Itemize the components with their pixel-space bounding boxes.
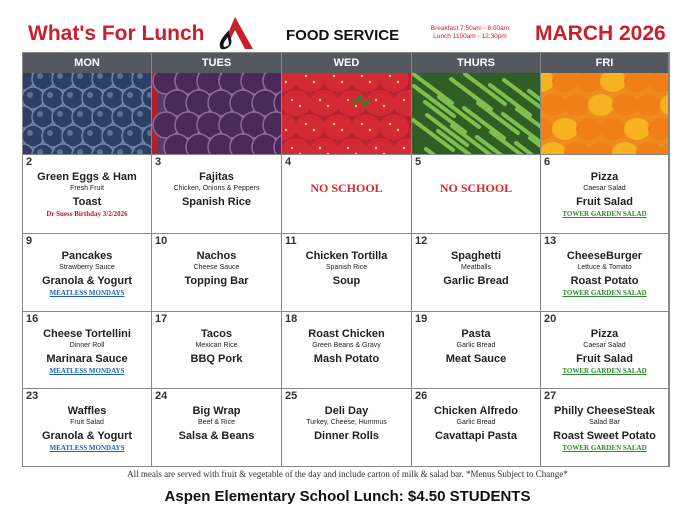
- dish-detail: Dinner Roll: [69, 342, 105, 349]
- calendar-day-3: [152, 154, 282, 233]
- special-note: Dr Suess Birthday 3/2/2026: [46, 210, 128, 218]
- side-dish: Garlic Bread: [443, 275, 509, 287]
- side-dish: Soup: [332, 275, 361, 287]
- day-header-wed: WED: [282, 53, 412, 73]
- footer-price: Aspen Elementary School Lunch: $4.50 STUDENTS: [164, 488, 531, 505]
- special-note: TOWER GARDEN SALAD: [562, 210, 647, 218]
- footer-note: All meals are served with fruit & vegetable of the day and include carton of milk & salad bar. *Menus Subject to Change*: [127, 469, 568, 479]
- calendar-day-27: [541, 388, 669, 466]
- side-dish: Dinner Rolls: [314, 430, 379, 442]
- calendar-day-13: [541, 233, 669, 311]
- calendar-day-23: [23, 388, 152, 466]
- calendar-day-17: [152, 311, 282, 388]
- side-dish: Topping Bar: [184, 275, 249, 287]
- day-number: 25: [285, 390, 298, 402]
- calendar-day-18: [282, 311, 412, 388]
- green-beans-photo: [412, 73, 541, 154]
- day-number: 2: [26, 156, 33, 168]
- day-number: 18: [285, 313, 298, 325]
- special-note: TOWER GARDEN SALAD: [562, 444, 647, 452]
- calendar-day-20: [541, 311, 669, 388]
- calendar-day-25: [282, 388, 412, 466]
- calendar-day-24: [152, 388, 282, 466]
- dish-detail: Mexican Rice: [195, 342, 238, 349]
- day-number: 26: [415, 390, 428, 402]
- dish-detail: Garlic Bread: [456, 419, 496, 426]
- main-dish: Fajitas: [199, 171, 234, 183]
- day-number: 3: [155, 156, 162, 168]
- dish-detail: Green Beans & Gravy: [312, 342, 381, 349]
- special-note: MEATLESS MONDAYS: [49, 444, 125, 452]
- main-dish: CheeseBurger: [566, 250, 643, 262]
- main-dish: Pizza: [590, 171, 619, 183]
- dish-detail: Chicken, Onions & Peppers: [173, 185, 260, 192]
- day-header-thurs: THURS: [412, 53, 541, 73]
- meal-hours: [424, 25, 516, 41]
- day-number: 5: [415, 156, 422, 168]
- dish-detail: Fruit Salad: [70, 419, 104, 426]
- day-number: 10: [155, 235, 168, 247]
- main-dish: Tacos: [201, 328, 232, 340]
- header: [0, 0, 695, 52]
- day-number: 4: [285, 156, 292, 168]
- side-dish: Salsa & Beans: [178, 430, 255, 442]
- dish-detail: Fresh Fruit: [70, 185, 104, 192]
- side-dish: Marinara Sauce: [46, 353, 128, 365]
- calendar-day-12: [412, 233, 541, 311]
- main-dish: Spaghetti: [450, 250, 502, 262]
- main-dish: Pancakes: [61, 250, 113, 262]
- no-school-label: NO SCHOOL: [310, 181, 383, 195]
- side-dish: Meat Sauce: [445, 353, 507, 365]
- food-service-label: FOOD SERVICE: [286, 27, 400, 44]
- day-header-mon: MON: [23, 53, 152, 73]
- strawberries-photo: [282, 73, 412, 154]
- blueberries-photo: [23, 73, 152, 154]
- calendar-day-9: [23, 233, 152, 311]
- main-dish: Cheese Tortellini: [43, 328, 131, 340]
- main-dish: Philly CheeseSteak: [554, 405, 655, 417]
- side-dish: Mash Potato: [313, 353, 380, 365]
- day-header-tues: TUES: [152, 53, 282, 73]
- page-title: What's For Lunch: [28, 22, 205, 45]
- calendar-day-4: [282, 154, 412, 233]
- peppers-photo: [541, 73, 669, 154]
- calendar-day-2: [23, 154, 152, 233]
- day-number: 19: [415, 313, 428, 325]
- day-number: 16: [26, 313, 39, 325]
- calendar-day-6: [541, 154, 669, 233]
- main-dish: Pizza: [590, 328, 619, 340]
- side-dish: Roast Sweet Potato: [553, 430, 656, 442]
- calendar-day-10: [152, 233, 282, 311]
- lunch-hours: Lunch 1100am - 12:30pm: [433, 33, 507, 40]
- calendar-day-19: [412, 311, 541, 388]
- side-dish: Granola & Yogurt: [41, 430, 133, 442]
- dish-detail: Meatballs: [461, 264, 491, 271]
- dish-detail: Caesar Salad: [583, 185, 626, 192]
- special-note: MEATLESS MONDAYS: [49, 367, 125, 375]
- dish-detail: Salad Bar: [589, 419, 620, 426]
- day-number: 12: [415, 235, 428, 247]
- no-school-label: NO SCHOOL: [439, 181, 513, 195]
- main-dish: Chicken Tortilla: [305, 250, 388, 262]
- main-dish: Nachos: [196, 250, 237, 262]
- day-number: 20: [544, 313, 557, 325]
- main-dish: Chicken Alfredo: [434, 405, 518, 417]
- side-dish: BBQ Pork: [190, 353, 243, 365]
- side-dish: Fruit Salad: [576, 353, 633, 365]
- side-dish: Roast Potato: [570, 275, 639, 287]
- dish-detail: Beef & Rice: [198, 419, 235, 426]
- main-dish: Green Eggs & Ham: [37, 171, 137, 183]
- day-number: 9: [26, 235, 33, 247]
- dish-detail: Garlic Bread: [456, 342, 496, 349]
- dish-detail: Caesar Salad: [583, 342, 626, 349]
- main-dish: Waffles: [67, 405, 107, 417]
- main-dish: Deli Day: [324, 405, 369, 417]
- dish-detail: Cheese Sauce: [193, 264, 240, 271]
- main-dish: Pasta: [461, 328, 491, 340]
- day-number: 23: [26, 390, 39, 402]
- dish-detail: Strawberry Sauce: [59, 264, 115, 271]
- side-dish: Toast: [72, 196, 102, 208]
- calendar-day-16: [23, 311, 152, 388]
- dish-detail: Spanish Rice: [325, 264, 368, 271]
- plums-photo: [152, 73, 282, 154]
- day-number: 13: [544, 235, 557, 247]
- day-number: 17: [155, 313, 168, 325]
- dish-detail: Lettuce & Tomato: [577, 264, 632, 271]
- main-dish: Roast Chicken: [308, 328, 385, 340]
- calendar-day-11: [282, 233, 412, 311]
- special-note: TOWER GARDEN SALAD: [562, 289, 647, 297]
- side-dish: Cavattapi Pasta: [435, 430, 517, 442]
- day-number: 27: [544, 390, 557, 402]
- dish-detail: Turkey, Cheese, Hummus: [306, 419, 387, 426]
- side-dish: Granola & Yogurt: [41, 275, 133, 287]
- main-dish: Big Wrap: [192, 405, 241, 417]
- breakfast-hours: Breakfast 7:50am - 8:00am: [430, 25, 510, 32]
- special-note: MEATLESS MONDAYS: [49, 289, 125, 297]
- day-header-fri: FRI: [541, 53, 669, 73]
- calendar-day-5: [412, 154, 541, 233]
- lunch-calendar: [22, 52, 670, 467]
- aspen-logo-icon: [215, 16, 255, 50]
- calendar-day-26: [412, 388, 541, 466]
- side-dish: Fruit Salad: [576, 196, 633, 208]
- special-note: TOWER GARDEN SALAD: [562, 367, 647, 375]
- side-dish: Spanish Rice: [181, 196, 252, 208]
- day-number: 11: [285, 235, 297, 247]
- day-number: 24: [155, 390, 168, 402]
- day-number: 6: [544, 156, 551, 168]
- month-title: MARCH 2026: [535, 22, 666, 45]
